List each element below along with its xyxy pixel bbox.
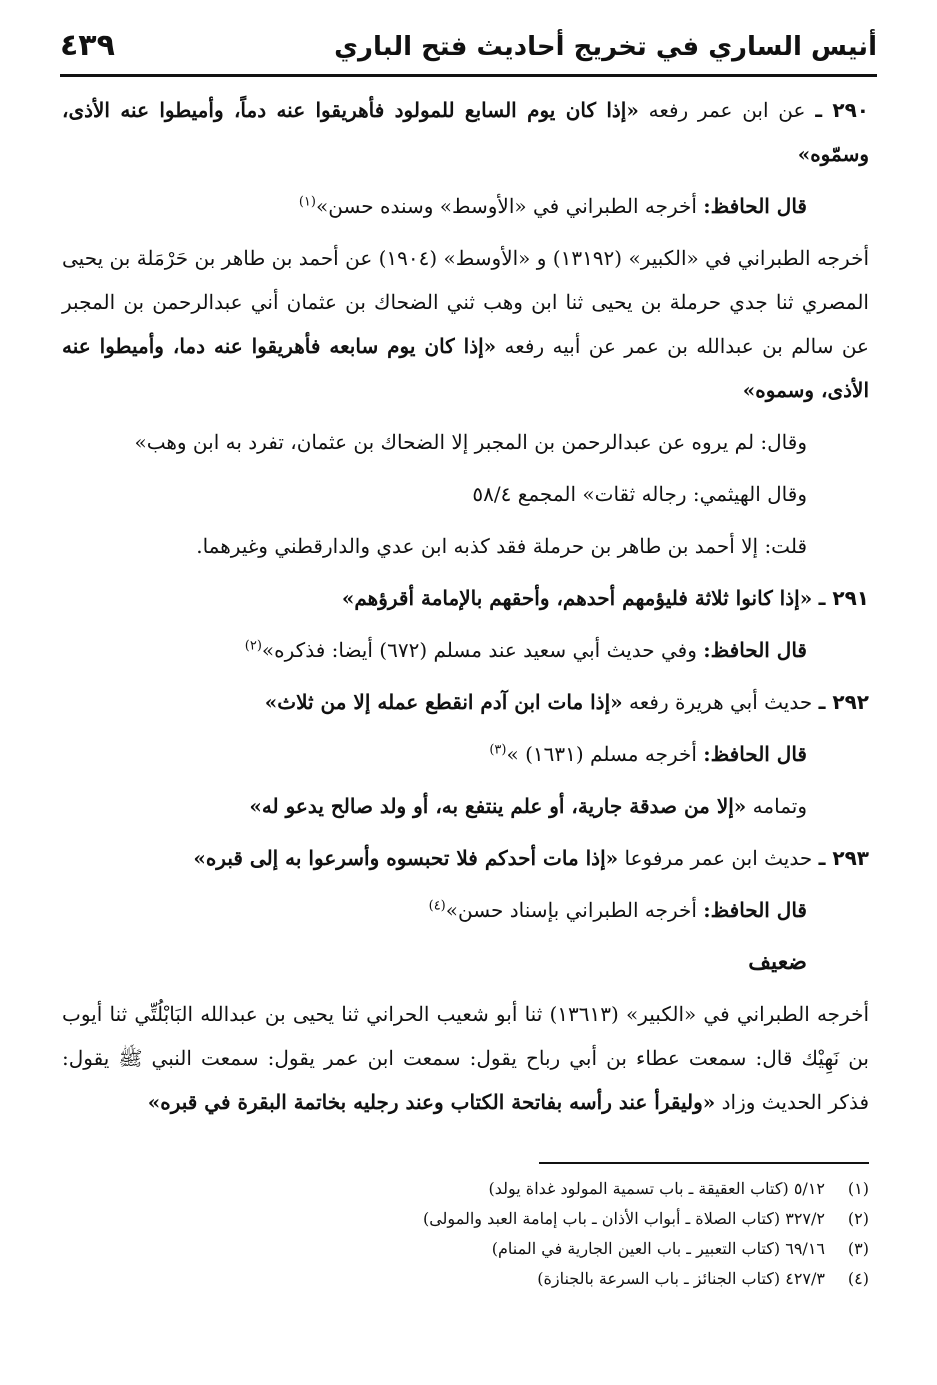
footnote-1 xyxy=(62,1174,869,1204)
footnote-number: (٢) xyxy=(847,1209,869,1228)
footnote-divider xyxy=(539,1162,869,1164)
main-text xyxy=(62,88,869,1132)
takhrij-290 xyxy=(62,236,869,412)
hafiz-text: أخرجه الطبراني في «الأوسط» وسنده حسن» xyxy=(315,194,697,218)
footnote-text: ٦٩/١٦ (كتاب التعبير ـ باب العين الجارية في المنام) xyxy=(491,1239,825,1258)
hafiz-label: قال الحافظ: xyxy=(703,742,807,766)
hadith-matn: «إذا كانوا ثلاثة فليؤمهم أحدهم، وأحقهم بالإمامة أقرؤهم» xyxy=(341,586,813,610)
footnotes xyxy=(62,1174,869,1294)
footnote-4 xyxy=(62,1264,869,1294)
running-title: أنيس الساري في تخريج أحاديث فتح الباري xyxy=(334,32,877,62)
qal-290: وقال: لم يروه عن عبدالرحمن بن المجبر إلا الضحاك بن عثمان، تفرد به ابن وهب» xyxy=(134,430,807,454)
hadith-number: ٢٩٠ ـ xyxy=(815,98,870,122)
page-header xyxy=(60,26,877,77)
hadith-292 xyxy=(62,680,869,724)
tamam-text: وتمامه xyxy=(752,794,807,818)
hadith-intro: حديث أبي هريرة رفعه xyxy=(629,690,813,714)
footnote-text: ٥/١٢ (كتاب العقيقة ـ باب تسمية المولود غداة يولد) xyxy=(488,1179,825,1198)
hadith-number: ٢٩٢ ـ xyxy=(818,690,869,714)
hafiz-note-290 xyxy=(62,184,869,228)
page-number: ٤٣٩ xyxy=(60,28,115,63)
takhrij-text: أخرجه الطبراني في «الكبير» (١٣١٩٢) و «الأوسط» (١٩٠٤) عن أحمد بن طاهر بن حَرْمَلة بن يحيى المصري ثنا جدي حرملة بن يحيى ثنا ابن وهب ثني الضحاك بن عثمان أني عبدالرحمن بن المجبر عن سالم بن عبدالله بن عمر عن أبيه رفعه xyxy=(62,246,870,358)
footnote-number: (٤) xyxy=(847,1269,869,1288)
takhrij-matn: «إذا كان يوم سابعه فأهريقوا عنه دما، وأميطوا عنه الأذى، وسموه» xyxy=(62,334,869,402)
qultu-290: قلت: إلا أحمد بن طاهر بن حرملة فقد كذبه ابن عدي والدارقطني وغيرهما. xyxy=(196,534,807,558)
hafiz-note-292 xyxy=(62,732,869,776)
footnote-ref: (٢) xyxy=(244,638,262,654)
footnote-number: (٣) xyxy=(847,1239,869,1258)
footnote-text: ٣٢٧/٢ (كتاب الصلاة ـ أبواب الأذان ـ باب إمامة العبد والمولى) xyxy=(422,1209,825,1228)
footnote-ref: (٤) xyxy=(428,898,446,914)
hadith-291 xyxy=(62,576,869,620)
hafiz-text: أخرجه مسلم (١٦٣١) » xyxy=(506,742,697,766)
hadith-number: ٢٩١ ـ xyxy=(818,586,869,610)
takhrij-text: أخرجه الطبراني في «الكبير» (١٣٦١٣) ثنا أبو شعيب الحراني ثنا يحيى بن عبدالله البَابْلُتِّي ثنا أيوب بن نَهِيْك قال: سمعت عطاء بن أبي رباح يقول: سمعت ابن عمر يقول: سمعت النبي ﷺ يقول: فذكر الحديث وزاد xyxy=(62,1002,869,1114)
hafiz-note-293 xyxy=(62,888,869,932)
hadith-matn: «إذا كان يوم السابع للمولود فأهريقوا عنه دماً، وأميطوا عنه الأذى، وسمّوه» xyxy=(62,98,869,166)
footnote-ref: (١) xyxy=(298,194,316,210)
footnote-text: ٤٢٧/٣ (كتاب الجنائز ـ باب السرعة بالجنازة) xyxy=(537,1269,825,1288)
hafiz-label: قال الحافظ: xyxy=(703,638,807,662)
takhrij-matn: «وليقرأ عند رأسه بفاتحة الكتاب وعند رجليه بخاتمة البقرة في قبره» xyxy=(147,1090,716,1114)
hadith-293 xyxy=(62,836,869,880)
hadith-matn: «إذا مات ابن آدم انقطع عمله إلا من ثلاث» xyxy=(264,690,623,714)
grade-heading: ضعيف xyxy=(748,949,807,975)
hafiz-note-291 xyxy=(62,628,869,672)
hafiz-label: قال الحافظ: xyxy=(703,194,807,218)
hadith-290 xyxy=(62,88,869,176)
footnote-number: (١) xyxy=(847,1179,869,1198)
hadith-intro: حديث ابن عمر مرفوعا xyxy=(624,846,813,870)
hafiz-label: قال الحافظ: xyxy=(703,898,807,922)
hafiz-text: أخرجه الطبراني بإسناد حسن» xyxy=(445,898,697,922)
haythami-290: وقال الهيثمي: رجاله ثقات» المجمع ٥٨/٤ xyxy=(472,482,807,506)
hadith-matn: «إذا مات أحدكم فلا تحبسوه وأسرعوا به إلى قبره» xyxy=(193,846,619,870)
hadith-intro: عن ابن عمر رفعه xyxy=(648,98,806,122)
takhrij-293 xyxy=(62,992,869,1124)
footnote-2 xyxy=(62,1204,869,1234)
tamam-292 xyxy=(62,784,869,828)
footnote-3 xyxy=(62,1234,869,1264)
tamam-matn: «إلا من صدقة جارية، أو علم ينتفع به، أو ولد صالح يدعو له» xyxy=(249,794,747,818)
hadith-number: ٢٩٣ ـ xyxy=(818,846,869,870)
footnote-ref: (٣) xyxy=(489,742,507,758)
hafiz-text: وفي حديث أبي سعيد عند مسلم (٦٧٢) أيضا: فذكره» xyxy=(261,638,697,662)
